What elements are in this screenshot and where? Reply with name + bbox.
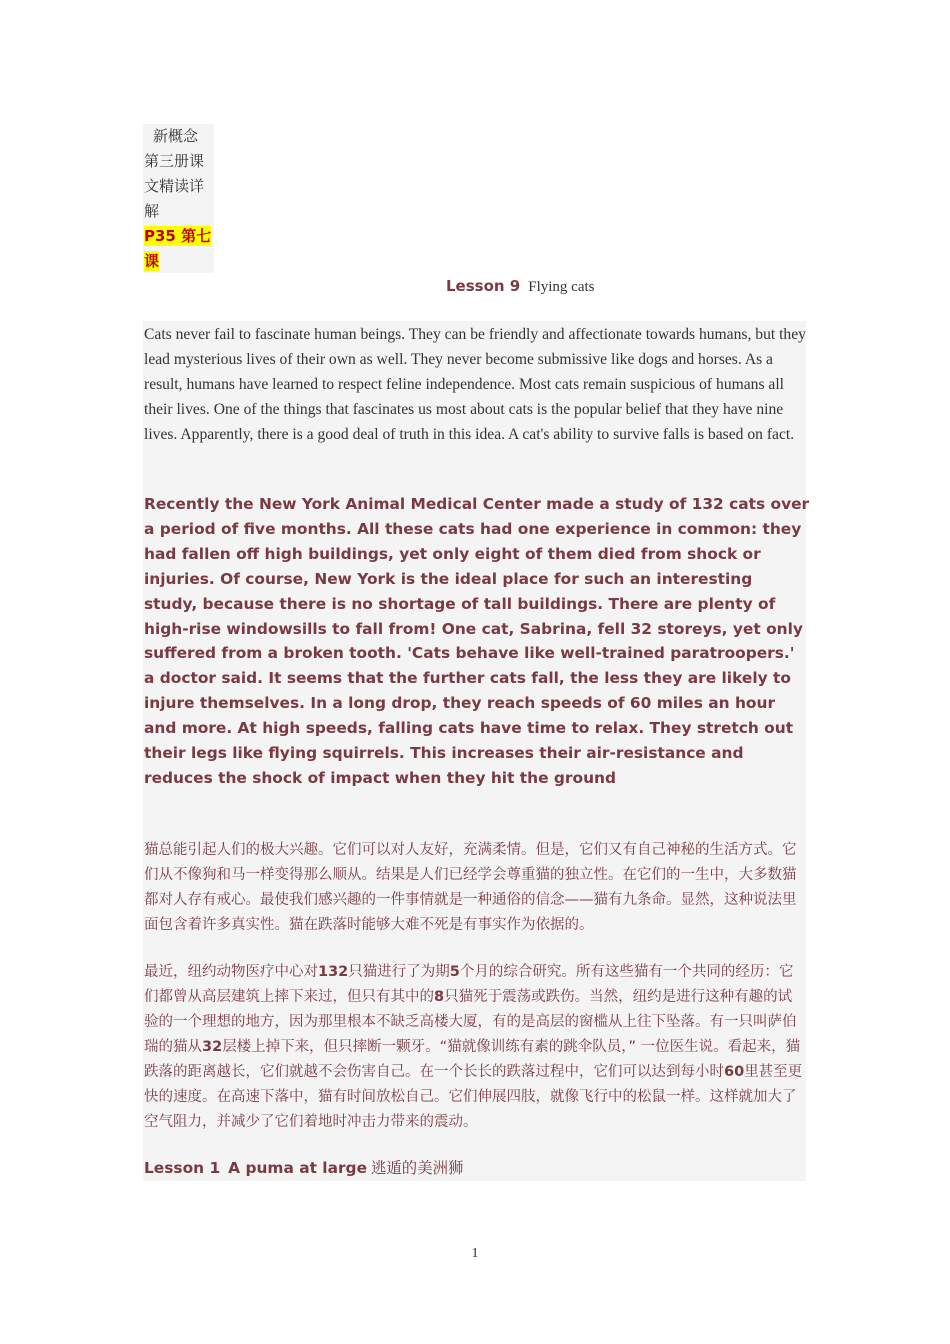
zh2-number-1: 132 <box>318 964 349 980</box>
side-note-line-2: 第三册课 <box>144 152 205 170</box>
zh2-text-5: 层楼上掉下来，但只摔断一颗牙。“猫就像训练有素的跳伞队员，” 一位医生说。看起来，猫跌落的距离越长，它们就越不会伤害自己。在一个长长的跌落过程中，它们可以达到每小时 <box>144 1039 801 1080</box>
zh2-number-5: 60 <box>724 1064 745 1080</box>
lesson-title <box>446 274 594 299</box>
side-note-line-3: 文精读详 <box>144 177 205 195</box>
zh2-text-3: 个月的综合研究。所有这些猫有一个共同的经历：它们都曾从高层建筑上摔下来过，但只有其中的 <box>144 964 794 1005</box>
zh2-number-2: 5 <box>449 964 460 980</box>
page-number: 1 <box>471 1246 479 1261</box>
side-note-highlight-2 <box>143 249 214 274</box>
side-note-highlight-1 <box>143 224 214 249</box>
zh2-number-4: 32 <box>202 1039 223 1055</box>
zh2-text-1: 最近，纽约动物医疗中心对 <box>144 964 318 980</box>
next-lesson-number: Lesson 1 <box>144 1159 221 1177</box>
lesson-content-panel <box>143 321 810 1181</box>
next-lesson-title: A puma at large <box>228 1159 368 1177</box>
side-note-line-4: 解 <box>144 202 160 220</box>
english-paragraph-2: Recently the New York Animal Medical Center made a study of 132 cats over a period of five months. All these cats had one experience in common: they had fallen off high buildings, yet only eight of them died from shock or injuries. Of course, New York is the ideal place for such an interesting study, because there is no shortage of tall buildings. There are plenty of high-rise windowsills to fall from! One cat, Sabrina, fell 32 storeys, yet only suffered from a broken tooth. 'Cats behave like well-trained paratroopers.' a doctor said. It seems that the further cats fall, the less they are likely to injure themselves. In a long drop, they reach speeds of 60 miles an hour and more. At high speeds, falling cats have time to relax. They stretch out their legs like flying squirrels. This increases their air-resistance and reduces the shock of impact when they hit the ground <box>144 495 810 787</box>
lesson-number: Lesson 9 <box>446 277 521 295</box>
zh2-text-6: 里甚至更快的速度。在高速下落中，猫有时间放松自己。它们伸展四肢，就像飞行中的松鼠一样。这样就加大了空气阻力，并减少了它们着地时冲击力带来的震动。 <box>144 1064 803 1130</box>
next-lesson-chinese-title: 逃遁的美洲狮 <box>371 1159 464 1177</box>
zh2-text-4: 只猫死于震荡或跌伤。当然，纽约是进行这种有趣的试验的一个理想的地方，因为那里根本不缺乏高楼大厦，有的是高层的窗槛从上往下坠落。有一只叫萨伯瑞的猫从 <box>144 989 797 1055</box>
zh2-number-3: 8 <box>434 989 445 1005</box>
side-note-box <box>143 124 214 273</box>
lesson-reference-highlight: 课 <box>144 252 160 270</box>
page-reference-highlight: P35 第七 <box>144 227 212 245</box>
chinese-paragraph-1: 猫总能引起人们的极大兴趣。它们可以对人友好，充满柔情。但是，它们又有自己神秘的生活方式。它们从不像狗和马一样变得那么顺从。结果是人们已经学会尊重猫的独立性。在它们的一生中，大多数猫都对人存有戒心。最使我们感兴趣的一件事情就是一种通俗的信念——猫有九条命。显然，这种说法里面包含着许多真实性。猫在跌落时能够大难不死是有事实作为依据的。 <box>144 842 797 933</box>
chinese-paragraph-2 <box>144 960 806 1135</box>
english-paragraph-1: Cats never fail to fascinate human beings. They can be friendly and affectionate towards humans, but they lead mysterious lives of their own as well. They never become submissive like dogs and horses. As a result, humans have learned to respect feline independence. Most cats remain suspicious of humans all their lives. One of the things that fascinates us most about cats is the popular belief that they have nine lives. Apparently, there is a good deal of truth in this idea. A cat's ability to survive falls is based on fact. <box>144 326 806 443</box>
lesson-name: Flying cats <box>528 279 595 295</box>
next-lesson-heading <box>144 1156 463 1181</box>
side-note-line-1: 新概念 <box>153 127 199 145</box>
zh2-text-2: 只猫进行了为期 <box>348 964 450 980</box>
